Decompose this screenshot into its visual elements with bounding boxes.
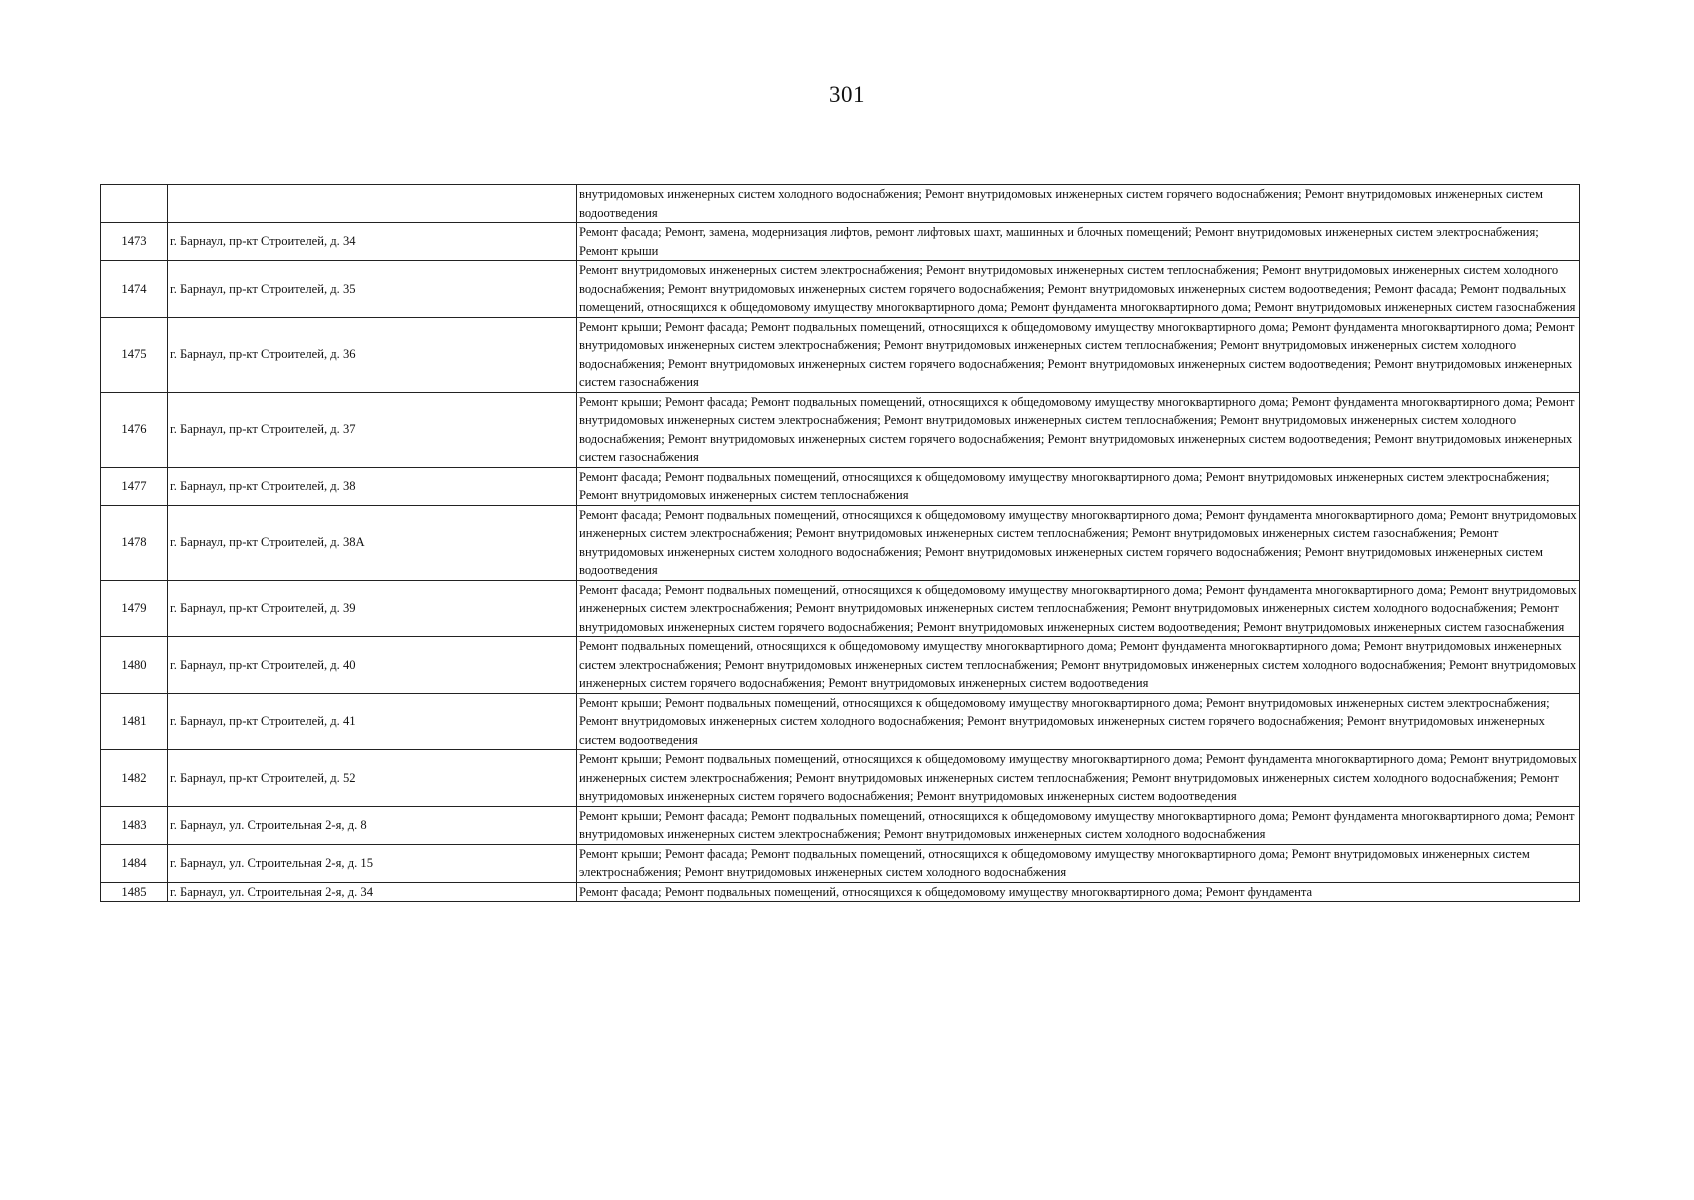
- row-works: Ремонт внутридомовых инженерных систем электроснабжения; Ремонт внутридомовых инженерных систем теплоснабжения; Ремонт внутридомовых инженерных систем холодного водоснабжения; Ремонт внутридомовых инженерных систем горячего водоснабжения; Ремонт внутридомовых инженерных систем водоотведения; Ремонт фасада; Ремонт подвальных помещений, относящихся к общедомовому имуществу многоквартирного дома; Ремонт фундамента многоквартирного дома; Ремонт внутридомовых инженерных систем газоснабжения: [577, 261, 1580, 318]
- row-address: г. Барнаул, пр-кт Строителей, д. 36: [168, 317, 577, 392]
- row-number: 1483: [101, 806, 168, 844]
- row-works: Ремонт фасада; Ремонт подвальных помещений, относящихся к общедомовому имуществу многоквартирного дома; Ремонт внутридомовых инженерных систем электроснабжения; Ремонт внутридомовых инженерных систем теплоснабжения: [577, 467, 1580, 505]
- row-address: г. Барнаул, пр-кт Строителей, д. 38: [168, 467, 577, 505]
- row-number: 1475: [101, 317, 168, 392]
- table-row: [101, 261, 1580, 318]
- row-number: 1485: [101, 882, 168, 902]
- row-number: 1478: [101, 505, 168, 580]
- row-works: Ремонт крыши; Ремонт фасада; Ремонт подвальных помещений, относящихся к общедомовому имуществу многоквартирного дома; Ремонт фундамента многоквартирного дома; Ремонт внутридомовых инженерных систем электроснабжения; Ремонт внутридомовых инженерных систем теплоснабжения; Ремонт внутридомовых инженерных систем холодного водоснабжения; Ремонт внутридомовых инженерных систем горячего водоснабжения; Ремонт внутридомовых инженерных систем водоотведения; Ремонт внутридомовых инженерных систем газоснабжения: [577, 392, 1580, 467]
- row-number: 1484: [101, 844, 168, 882]
- row-address: г. Барнаул, пр-кт Строителей, д. 38А: [168, 505, 577, 580]
- row-number: [101, 185, 168, 223]
- row-works: Ремонт крыши; Ремонт фасада; Ремонт подвальных помещений, относящихся к общедомовому имуществу многоквартирного дома; Ремонт фундамента многоквартирного дома; Ремонт внутридомовых инженерных систем электроснабжения; Ремонт внутридомовых инженерных систем теплоснабжения; Ремонт внутридомовых инженерных систем холодного водоснабжения; Ремонт внутридомовых инженерных систем горячего водоснабжения; Ремонт внутридомовых инженерных систем водоотведения; Ремонт внутридомовых инженерных систем газоснабжения: [577, 317, 1580, 392]
- row-address: г. Барнаул, пр-кт Строителей, д. 35: [168, 261, 577, 318]
- row-works: Ремонт крыши; Ремонт подвальных помещений, относящихся к общедомовому имуществу многоквартирного дома; Ремонт внутридомовых инженерных систем электроснабжения; Ремонт внутридомовых инженерных систем холодного водоснабжения; Ремонт внутридомовых инженерных систем горячего водоснабжения; Ремонт внутридомовых инженерных систем водоотведения: [577, 693, 1580, 750]
- row-number: 1476: [101, 392, 168, 467]
- row-address: г. Барнаул, пр-кт Строителей, д. 37: [168, 392, 577, 467]
- row-works: Ремонт фасада; Ремонт, замена, модернизация лифтов, ремонт лифтовых шахт, машинных и блочных помещений; Ремонт внутридомовых инженерных систем электроснабжения; Ремонт крыши: [577, 223, 1580, 261]
- row-address: г. Барнаул, пр-кт Строителей, д. 39: [168, 580, 577, 637]
- table-row: [101, 505, 1580, 580]
- row-works: Ремонт фасада; Ремонт подвальных помещений, относящихся к общедомовому имуществу многоквартирного дома; Ремонт фундамента: [577, 882, 1580, 902]
- table-row: [101, 806, 1580, 844]
- row-address: г. Барнаул, пр-кт Строителей, д. 52: [168, 750, 577, 807]
- row-works: Ремонт крыши; Ремонт фасада; Ремонт подвальных помещений, относящихся к общедомовому имуществу многоквартирного дома; Ремонт внутридомовых инженерных систем электроснабжения; Ремонт внутридомовых инженерных систем холодного водоснабжения: [577, 844, 1580, 882]
- row-number: 1474: [101, 261, 168, 318]
- row-works: Ремонт подвальных помещений, относящихся к общедомовому имуществу многоквартирного дома; Ремонт фундамента многоквартирного дома; Ремонт внутридомовых инженерных систем электроснабжения; Ремонт внутридомовых инженерных систем теплоснабжения; Ремонт внутридомовых инженерных систем холодного водоснабжения; Ремонт внутридомовых инженерных систем горячего водоснабжения; Ремонт внутридомовых инженерных систем водоотведения: [577, 637, 1580, 694]
- table-row: [101, 580, 1580, 637]
- table-row: [101, 693, 1580, 750]
- row-address: г. Барнаул, ул. Строительная 2-я, д. 15: [168, 844, 577, 882]
- row-works: Ремонт фасада; Ремонт подвальных помещений, относящихся к общедомовому имуществу многоквартирного дома; Ремонт фундамента многоквартирного дома; Ремонт внутридомовых инженерных систем электроснабжения; Ремонт внутридомовых инженерных систем теплоснабжения; Ремонт внутридомовых инженерных систем газоснабжения; Ремонт внутридомовых инженерных систем холодного водоснабжения; Ремонт внутридомовых инженерных систем горячего водоснабжения; Ремонт внутридомовых инженерных систем водоотведения: [577, 505, 1580, 580]
- row-address: г. Барнаул, ул. Строительная 2-я, д. 34: [168, 882, 577, 902]
- table-row: [101, 637, 1580, 694]
- table-row: [101, 392, 1580, 467]
- table-row: [101, 882, 1580, 902]
- table-row: [101, 750, 1580, 807]
- table-row: [101, 844, 1580, 882]
- row-works: внутридомовых инженерных систем холодного водоснабжения; Ремонт внутридомовых инженерных систем горячего водоснабжения; Ремонт внутридомовых инженерных систем водоотведения: [577, 185, 1580, 223]
- row-works: Ремонт крыши; Ремонт фасада; Ремонт подвальных помещений, относящихся к общедомовому имуществу многоквартирного дома; Ремонт фундамента многоквартирного дома; Ремонт внутридомовых инженерных систем электроснабжения; Ремонт внутридомовых инженерных систем холодного водоснабжения: [577, 806, 1580, 844]
- row-number: 1480: [101, 637, 168, 694]
- table-row: [101, 223, 1580, 261]
- housing-repair-table: [100, 184, 1580, 902]
- page-number: 301: [829, 82, 865, 107]
- table-row: [101, 317, 1580, 392]
- row-address: г. Барнаул, пр-кт Строителей, д. 40: [168, 637, 577, 694]
- row-number: 1481: [101, 693, 168, 750]
- row-number: 1479: [101, 580, 168, 637]
- row-works: Ремонт фасада; Ремонт подвальных помещений, относящихся к общедомовому имуществу многоквартирного дома; Ремонт фундамента многоквартирного дома; Ремонт внутридомовых инженерных систем электроснабжения; Ремонт внутридомовых инженерных систем теплоснабжения; Ремонт внутридомовых инженерных систем холодного водоснабжения; Ремонт внутридомовых инженерных систем горячего водоснабжения; Ремонт внутридомовых инженерных систем водоотведения; Ремонт внутридомовых инженерных систем газоснабжения: [577, 580, 1580, 637]
- table-row: [101, 467, 1580, 505]
- row-address: г. Барнаул, пр-кт Строителей, д. 41: [168, 693, 577, 750]
- row-address: г. Барнаул, ул. Строительная 2-я, д. 8: [168, 806, 577, 844]
- table-row: [101, 185, 1580, 223]
- row-number: 1477: [101, 467, 168, 505]
- row-number: 1473: [101, 223, 168, 261]
- row-address: [168, 185, 577, 223]
- row-address: г. Барнаул, пр-кт Строителей, д. 34: [168, 223, 577, 261]
- row-number: 1482: [101, 750, 168, 807]
- row-works: Ремонт крыши; Ремонт подвальных помещений, относящихся к общедомовому имуществу многоквартирного дома; Ремонт фундамента многоквартирного дома; Ремонт внутридомовых инженерных систем электроснабжения; Ремонт внутридомовых инженерных систем теплоснабжения; Ремонт внутридомовых инженерных систем холодного водоснабжения; Ремонт внутридомовых инженерных систем горячего водоснабжения; Ремонт внутридомовых инженерных систем водоотведения: [577, 750, 1580, 807]
